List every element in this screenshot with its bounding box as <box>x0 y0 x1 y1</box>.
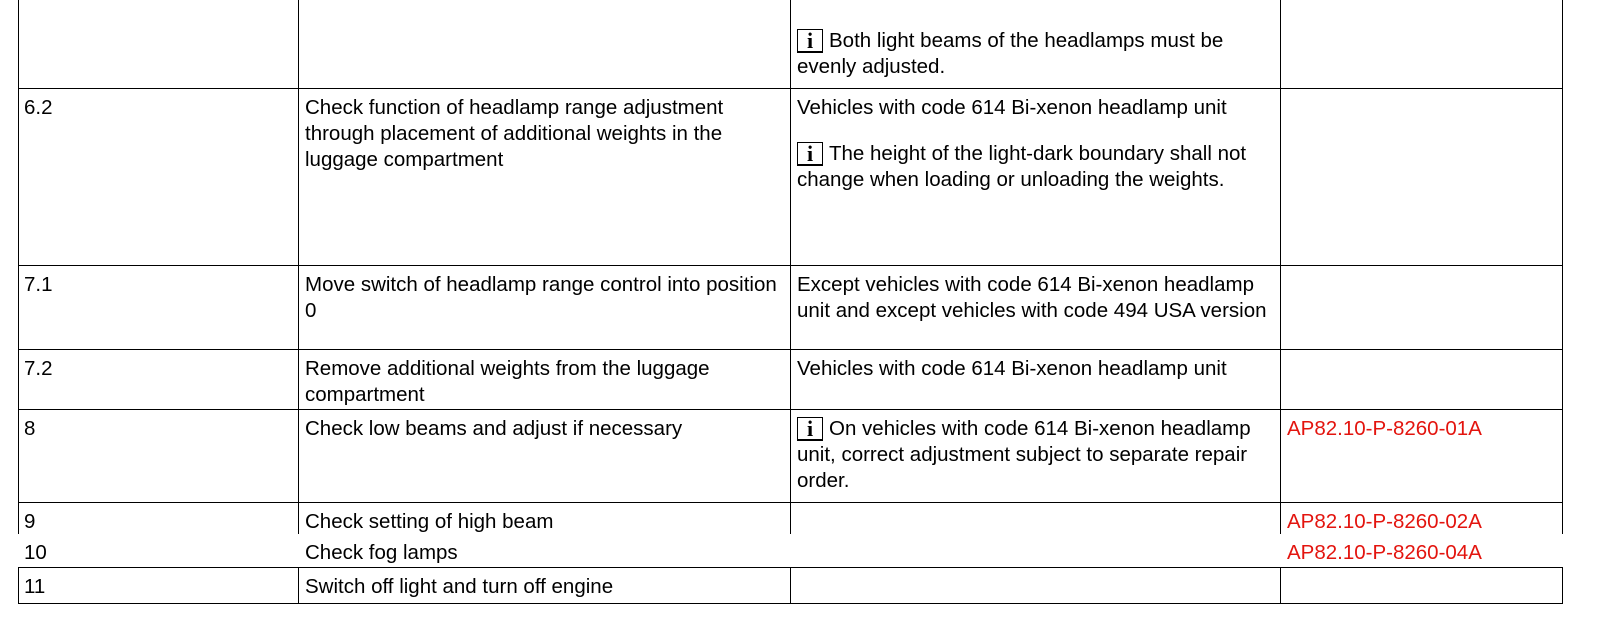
info-note <box>797 141 1274 193</box>
step-cell: 7.1 <box>18 266 298 349</box>
note-text: The height of the light-dark boundary shall not change when loading or unloading the weights. <box>797 142 1247 191</box>
info-icon: i <box>797 417 823 441</box>
step-cell <box>18 503 298 564</box>
reference-cell <box>1280 266 1563 349</box>
action-high-beam: Check setting of high beam <box>305 510 554 533</box>
table-row <box>18 350 1563 410</box>
step-cell: 8 <box>18 410 298 502</box>
step-9: 9 <box>24 510 36 533</box>
step-cell: 11 <box>18 568 298 603</box>
note-cell <box>790 0 1280 88</box>
reference-cell <box>1280 568 1563 603</box>
condition-cell: Vehicles with code 614 Bi-xenon headlamp unit <box>790 350 1280 409</box>
table-row <box>18 503 1563 568</box>
action-fog-lamps: Check fog lamps <box>305 541 458 564</box>
info-icon: i <box>797 29 823 53</box>
table-row <box>18 266 1563 350</box>
reference-cell <box>1280 89 1563 265</box>
table-row <box>18 410 1563 503</box>
reference-cell <box>1280 350 1563 409</box>
note-cell <box>790 410 1280 502</box>
note-text: On vehicles with code 614 Bi-xenon headlamp unit, correct adjustment subject to separate repair order. <box>797 417 1251 492</box>
info-note <box>797 28 1274 80</box>
condition-cell: Except vehicles with code 614 Bi-xenon headlamp unit and except vehicles with code 494 USA version <box>790 266 1280 349</box>
info-note <box>797 416 1274 494</box>
step-cell: 6.2 <box>18 89 298 265</box>
reference-cell <box>1280 0 1563 88</box>
action-cell <box>298 503 790 564</box>
note-cell <box>790 89 1280 265</box>
reference-link[interactable]: AP82.10-P-8260-04A <box>1287 541 1482 564</box>
note-cell <box>790 568 1280 603</box>
action-cell: Switch off light and turn off engine <box>298 568 790 603</box>
note-text: Both light beams of the headlamps must be evenly adjusted. <box>797 29 1224 78</box>
step-cell <box>18 0 298 88</box>
step-10: 10 <box>24 541 47 564</box>
action-cell: Check function of headlamp range adjustment through placement of additional weights in the luggage compartment <box>298 89 790 265</box>
action-cell: Check low beams and adjust if necessary <box>298 410 790 502</box>
table-row <box>18 89 1563 266</box>
step-cell: 7.2 <box>18 350 298 409</box>
condition-text: Vehicles with code 614 Bi-xenon headlamp unit <box>797 96 1227 119</box>
reference-link[interactable]: AP82.10-P-8260-02A <box>1287 510 1482 533</box>
table-row <box>18 568 1563 604</box>
action-cell: Remove additional weights from the luggage compartment <box>298 350 790 409</box>
work-steps-table <box>18 0 1563 604</box>
action-cell <box>298 0 790 88</box>
info-icon: i <box>797 142 823 166</box>
action-cell: Move switch of headlamp range control into position 0 <box>298 266 790 349</box>
table-row <box>18 0 1563 89</box>
reference-cell <box>1280 503 1563 564</box>
note-cell <box>790 503 1280 534</box>
reference-link[interactable]: AP82.10-P-8260-01A <box>1280 410 1563 502</box>
